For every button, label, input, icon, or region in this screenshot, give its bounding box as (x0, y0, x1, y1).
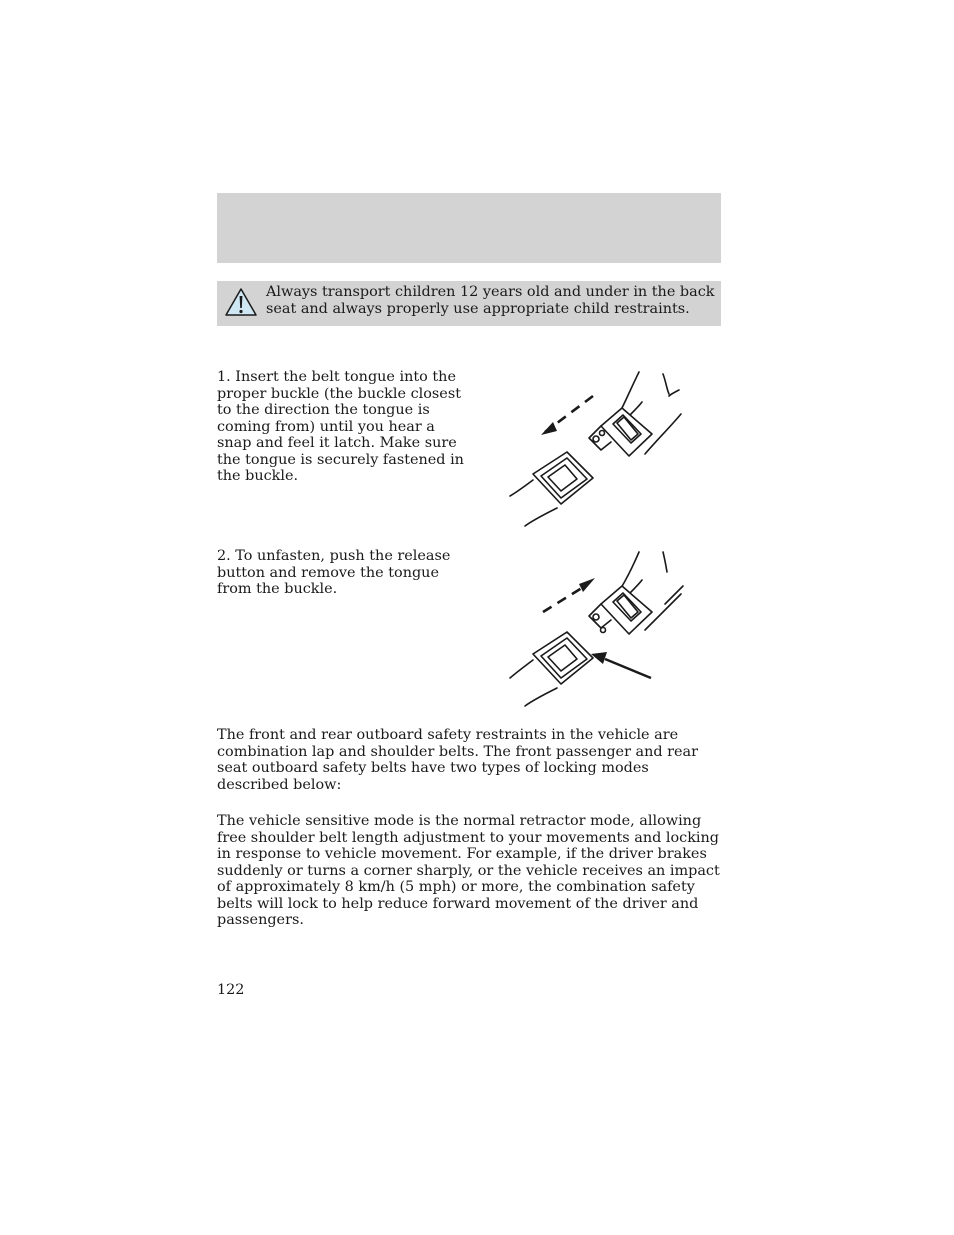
section-header-band (217, 193, 721, 263)
step-1-text: 1. Insert the belt tongue into the proper buckle (the buckle closest to the direction the tongue is coming from) until you hear a snap and feel it latch. Make sure the tongue is securely fastened in the buckle. (217, 369, 464, 484)
buckle-fasten-illustration (505, 368, 690, 530)
step-2-text: 2. To unfasten, push the release button and remove the tongue from the buckle. (217, 548, 451, 597)
vehicle-sensitive-mode-paragraph: The vehicle sensitive mode is the normal retractor mode, allowing free shoulder belt length adjustment to your movements and locking in response to vehicle movement. For example, if the driver brakes suddenly or turns a corner sharply, or the vehicle receives an impact of approximately 8 km/h (5 mph) or more, the combination safety belts will lock to help reduce forward movement of the driver and passengers. (217, 813, 720, 928)
locking-modes-paragraph: The front and rear outboard safety restraints in the vehicle are combination lap and shoulder belts. The front passenger and rear seat outboard safety belts have two types of locking modes described below: (217, 727, 699, 793)
buckle-release-illustration (505, 548, 690, 710)
warning-triangle-icon (224, 287, 258, 317)
page-number: 122 (217, 982, 245, 998)
warning-text: Always transport children 12 years old and under in the back seat and always properly use appropriate child restraints. (266, 284, 715, 317)
warning-box (217, 281, 721, 326)
